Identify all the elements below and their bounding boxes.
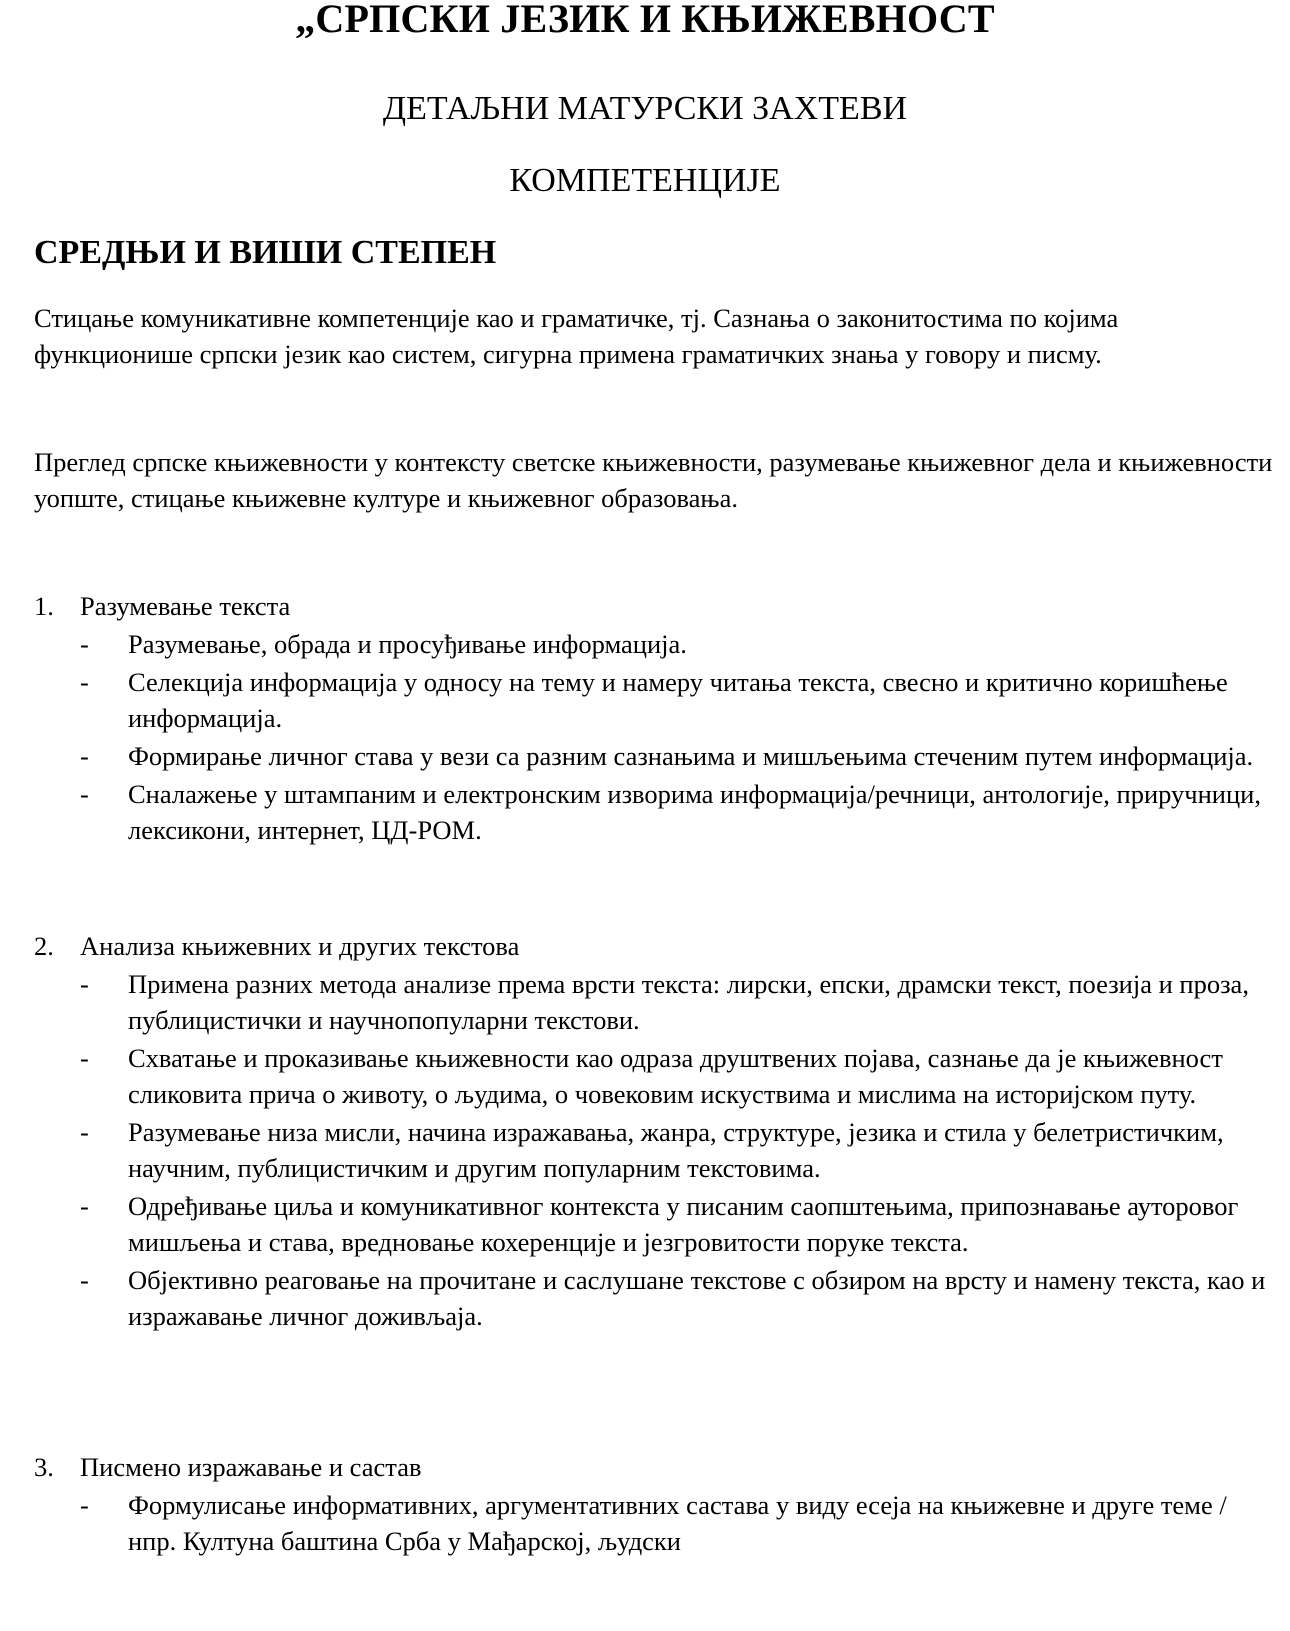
- list-item-text: Примена разних метода анализе према врсти текста: лирски, епски, драмски текст, поезија и проза, публицистички и научнопопуларни текстови.: [128, 969, 1249, 1035]
- section-heading: [34, 928, 1274, 964]
- list-item-text: Објективно реаговање на прочитане и саслушане текстове с обзиром на врсту и намену текста, као и изражавање личног доживљаја.: [128, 1265, 1266, 1331]
- dash-marker: -: [80, 1043, 89, 1073]
- section-number: 2.: [34, 931, 54, 961]
- section-heading: [34, 1449, 1274, 1485]
- section-title: Разумевање текста: [80, 591, 291, 621]
- list-item: [34, 664, 1274, 736]
- list-item-text: Разумевање, обрада и просуђивање информација.: [128, 629, 687, 659]
- section: [34, 928, 1274, 1334]
- list-item-text: Одређивање циља и комуникативног контекста у писаним саопштењима, припознавање ауторовог мишљења и става, вредновање кохеренције и језгровитости поруке текста.: [128, 1191, 1239, 1257]
- intro-paragraph: Преглед српске књижевности у контексту светске књижевности, разумевање књижевног дела и књижевности уопште, стицање књижевне културе и књижевног образовања.: [34, 447, 1273, 513]
- list-item: [34, 1040, 1274, 1112]
- bullet-list: [34, 966, 1274, 1334]
- list-item: [34, 626, 1274, 662]
- list-item: [34, 1114, 1274, 1186]
- dash-marker: -: [80, 1191, 89, 1221]
- section-heading: [34, 588, 1274, 624]
- bullet-list: [34, 626, 1274, 848]
- dash-marker: -: [80, 667, 89, 697]
- list-item-text: Схватање и проказивање књижевности као одраза друштвених појава, сазнање да је књижевност сликовита прича о животу, о људима, о човековим искуствима и мислима на историјском путу.: [128, 1043, 1223, 1109]
- list-item: [34, 776, 1274, 848]
- section-title: Анализа књижевних и других текстова: [80, 931, 520, 961]
- list-item: [34, 1487, 1274, 1559]
- bullet-list: [34, 1487, 1274, 1559]
- section: [34, 588, 1274, 848]
- intro-paragraph: Стицање комуникативне компетенције као и граматичке, тј. Сазнања о законитостима по којима функционише српски језик као систем, сигурна примена граматичких знања у говору и писму.: [34, 303, 1119, 369]
- list-item-text: Формулисање информативних, аргументативних састава у виду есеја на књижевне и друге теме /нпр. Култуна баштина Срба у Мађарској, људски: [128, 1490, 1227, 1556]
- list-item: [34, 738, 1274, 774]
- section: [34, 1449, 1274, 1559]
- document-subtitle: ДЕТАЉНИ МАТУРСКИ ЗАХТЕВИ: [382, 90, 908, 127]
- section-number: 1.: [34, 591, 54, 621]
- dash-marker: -: [80, 1117, 89, 1147]
- list-item: [34, 1262, 1274, 1334]
- document-title: „СРПСКИ ЈЕЗИК И КЊИЖЕВНОСТ: [295, 0, 995, 41]
- list-item-text: Селекција информација у односу на тему и намеру читања текста, свесно и критично коришћење информација.: [128, 667, 1228, 733]
- list-item: [34, 1188, 1274, 1260]
- dash-marker: -: [80, 741, 89, 771]
- list-item-text: Разумевање низа мисли, начина изражавања, жанра, структуре, језика и стила у белетристичким, научним, публицистичким и другим популарним текстовима.: [128, 1117, 1224, 1183]
- dash-marker: -: [80, 969, 89, 999]
- section-title: Писмено изражавање и састав: [80, 1452, 422, 1482]
- competencies-heading: КОМПЕТЕНЦИЈЕ: [509, 162, 781, 199]
- dash-marker: -: [80, 1490, 89, 1520]
- list-item-text: Формирање личног става у вези са разним сазнањима и мишљењима стеченим путем информација.: [128, 741, 1254, 771]
- level-heading: СРЕДЊИ И ВИШИ СТЕПЕН: [34, 234, 497, 271]
- dash-marker: -: [80, 629, 89, 659]
- list-item-text: Сналажење у штампаним и електронским изворима информација/речници, антологије, приручници, лексикони, интернет, ЦД-РОМ.: [128, 779, 1261, 845]
- dash-marker: -: [80, 779, 89, 809]
- dash-marker: -: [80, 1265, 89, 1295]
- section-number: 3.: [34, 1452, 54, 1482]
- list-item: [34, 966, 1274, 1038]
